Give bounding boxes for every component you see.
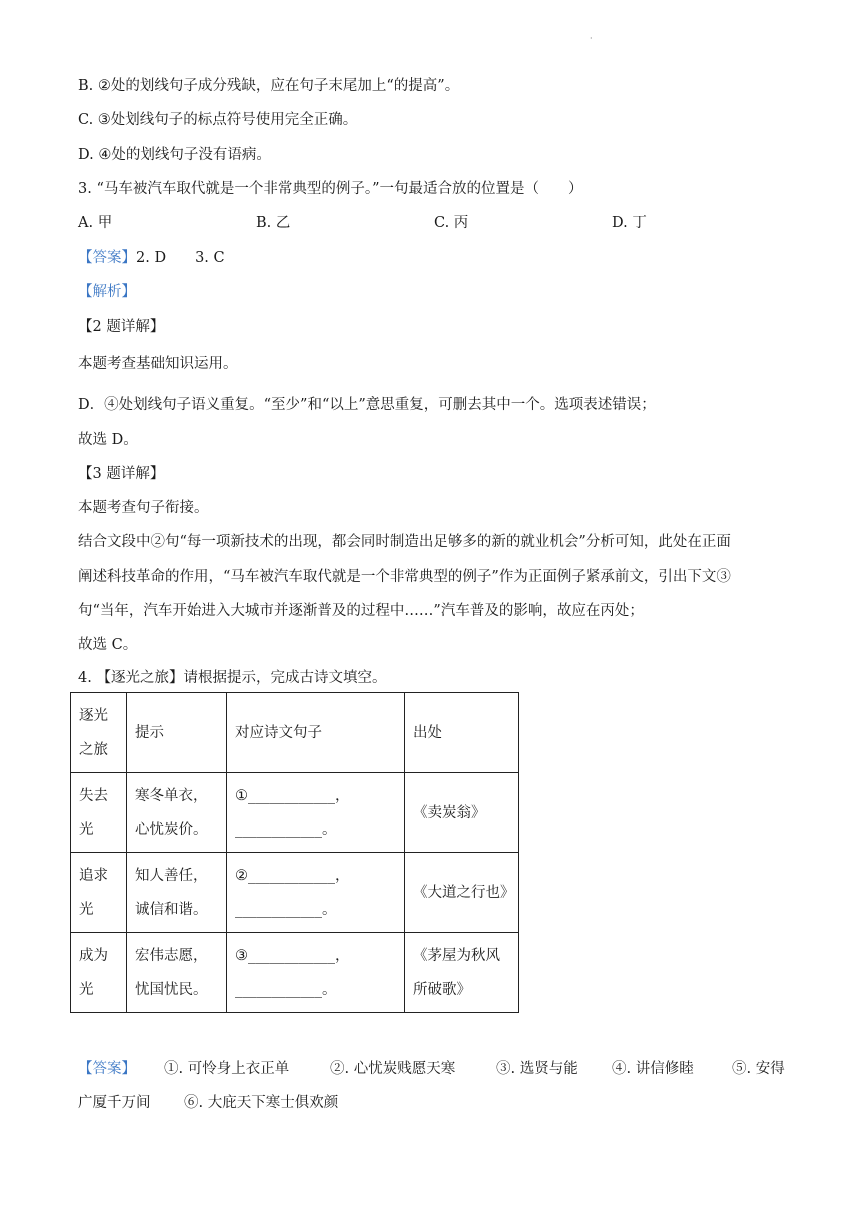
- table-row: [71, 933, 519, 1013]
- q3-detail-line-2: 结合文段中②句“每一项新技术的出现，都会同时制造出足够多的新的就业机会”分析可知，此处在正面: [78, 534, 731, 550]
- source-cell: 《大道之行也》: [405, 853, 519, 933]
- answer-tag: 【答案】: [78, 250, 136, 266]
- q4-answer-line-2: [78, 1091, 338, 1112]
- blank-cell: [227, 853, 405, 933]
- q2-detail-title: 【2 题详解】: [78, 319, 165, 335]
- blank-line-1[interactable]: ③____________，: [235, 947, 350, 964]
- question-3-options: [78, 211, 647, 232]
- header-cell: 出处: [405, 693, 519, 773]
- option-c: C. 丙: [434, 215, 469, 231]
- analysis-tag: 【解析】: [78, 284, 136, 300]
- stage-cell: 成为光: [71, 933, 127, 1013]
- blank-line-1[interactable]: ①____________，: [235, 787, 350, 804]
- source-cell: 《茅屋为秋风所破歌》: [405, 933, 519, 1013]
- option-a: A. 甲: [78, 215, 113, 231]
- answer-item: ①. 可怜身上衣正单: [164, 1061, 290, 1077]
- answer-item: ④. 讲信修睦: [612, 1061, 694, 1077]
- question-3-stem: 3. “马车被汽车取代就是一个非常典型的例子。”一句最适合放的位置是（ ）: [78, 181, 583, 197]
- table-row: [71, 773, 519, 853]
- stage-cell: 失去光: [71, 773, 127, 853]
- question-4-stem: 4. 【逐光之旅】请根据提示，完成古诗文填空。: [78, 670, 387, 686]
- blank-line-2[interactable]: ____________。: [235, 901, 337, 918]
- q3-detail-line-4: 句“当年，汽车开始进入大城市并逐渐普及的过程中……”汽车普及的影响，故应在丙处；: [78, 603, 644, 619]
- q2-detail-line-2: D．④处划线句子语义重复。“至少”和“以上”意思重复，可删去其中一个。选项表述错误；: [78, 397, 656, 413]
- header-cell: 提示: [127, 693, 227, 773]
- header-mark: ·: [590, 34, 593, 43]
- hint-cell: 寒冬单衣，心忧炭价。: [127, 773, 227, 853]
- q2-detail-line-3: 故选 D。: [78, 432, 138, 448]
- header-cell: 逐光之旅: [71, 693, 127, 773]
- option-b: B. 乙: [256, 215, 291, 231]
- option-c: C. ③处划线句子的标点符号使用完全正确。: [78, 112, 358, 128]
- option-d: D. ④处的划线句子没有语病。: [78, 147, 271, 163]
- blank-cell: [227, 773, 405, 853]
- source-cell: 《卖炭翁》: [405, 773, 519, 853]
- answer-tag: 【答案】: [78, 1061, 136, 1077]
- q4-answer-line-1: [78, 1057, 785, 1078]
- q2-detail-line-1: 本题考查基础知识运用。: [78, 356, 238, 372]
- hint-cell: 宏伟志愿，忧国忧民。: [127, 933, 227, 1013]
- answer-item: ⑤. 安得: [732, 1061, 785, 1077]
- q3-detail-line-5: 故选 C。: [78, 637, 138, 653]
- table-header-row: [71, 693, 519, 773]
- option-b: B. ②处的划线句子成分残缺，应在句子末尾加上“的提高”。: [78, 78, 460, 94]
- answer-item: ⑥. 大庇天下寒士俱欢颜: [184, 1095, 339, 1111]
- option-d: D. 丁: [612, 215, 647, 231]
- table-row: [71, 853, 519, 933]
- answer-item-continued: 广厦千万间: [78, 1095, 151, 1111]
- answer-item: ②. 心忧炭贱愿天寒: [330, 1061, 456, 1077]
- poem-table: [70, 692, 519, 1013]
- q3-detail-title: 【3 题详解】: [78, 466, 165, 482]
- header-cell: 对应诗文句子: [227, 693, 405, 773]
- stage-cell: 追求光: [71, 853, 127, 933]
- blank-cell: [227, 933, 405, 1013]
- hint-cell: 知人善任，诚信和谐。: [127, 853, 227, 933]
- q3-detail-line-1: 本题考查句子衔接。: [78, 500, 209, 516]
- answer-line: [78, 246, 225, 267]
- blank-line-2[interactable]: ____________。: [235, 821, 337, 838]
- answer-item: ③. 选贤与能: [496, 1061, 578, 1077]
- answer-text: 2. D 3. C: [136, 250, 225, 266]
- q3-detail-line-3: 阐述科技革命的作用，“马车被汽车取代就是一个非常典型的例子”作为正面例子紧承前文，引出下文③: [78, 569, 731, 585]
- blank-line-1[interactable]: ②____________，: [235, 867, 350, 884]
- blank-line-2[interactable]: ____________。: [235, 981, 337, 998]
